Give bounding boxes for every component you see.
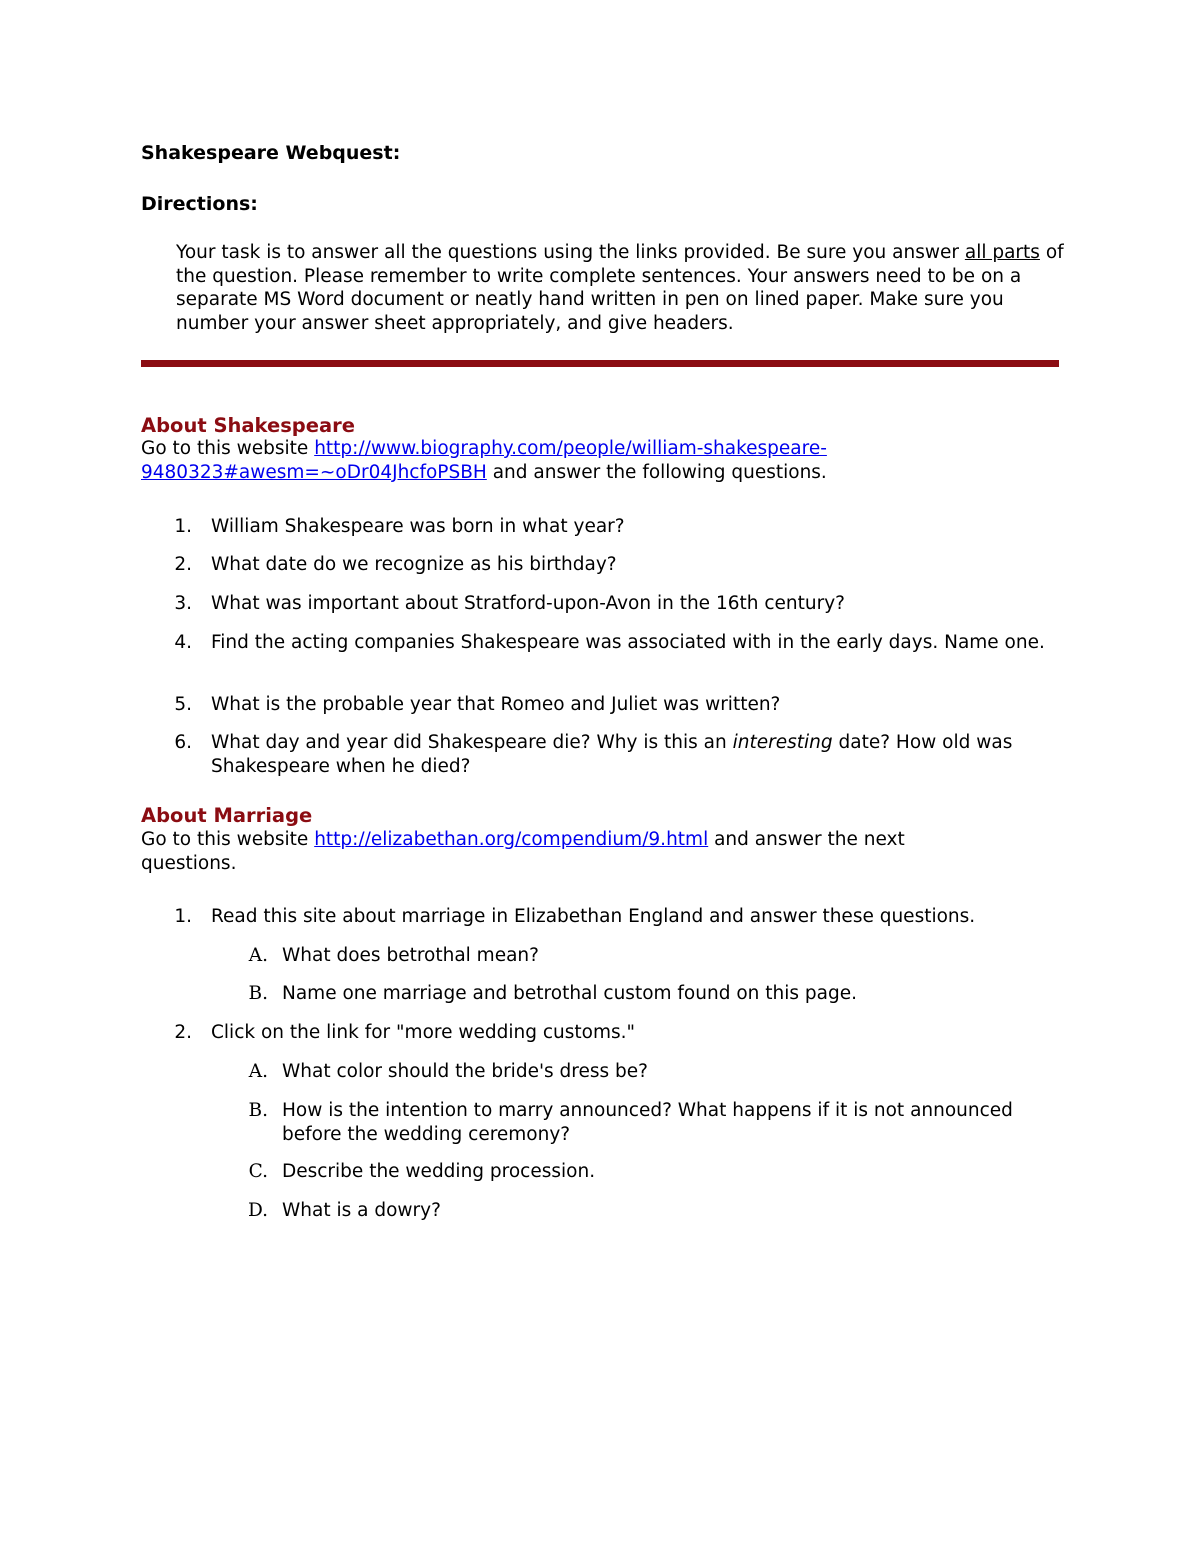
section2-intro-suffix: and answer the next questions. [141, 829, 905, 874]
section-divider [141, 360, 1059, 367]
question-text-end: date? How old was Shakespeare when he died? [211, 732, 1013, 777]
section-heading-about-marriage: About Marriage [141, 804, 313, 827]
directions-text-start: Your task is to answer all the questions using the links provided. Be sure you answer [176, 242, 965, 263]
sub-question-letter: D. [247, 1200, 268, 1221]
question-text: What was important about Stratford-upon-Avon in the 16th century? [211, 593, 845, 614]
sub-question-letter: A. [248, 945, 268, 966]
sub-question-text: How is the intention to marry announced? What happens if it is not announced before the wedding ceremony? [282, 1100, 1013, 1145]
question-number: 6. [174, 732, 192, 753]
sub-question-letter: B. [248, 1100, 268, 1121]
question-number: 5. [174, 694, 192, 715]
section1-intro-prefix: Go to this website [141, 438, 315, 459]
question-text [211, 731, 1036, 778]
question-number: 2. [174, 554, 192, 575]
sub-question-text: What is a dowry? [282, 1200, 441, 1221]
sub-question-letter: B. [248, 983, 268, 1004]
question-text: Read this site about marriage in Elizabethan England and answer these questions. [211, 906, 976, 927]
question-text: Click on the link for "more wedding customs." [211, 1022, 636, 1043]
question-number: 1. [174, 906, 192, 927]
question-number: 2. [174, 1022, 192, 1043]
question-text: William Shakespeare was born in what year? [211, 516, 625, 537]
section2-intro-prefix: Go to this website [141, 829, 315, 850]
section2-intro [141, 828, 1001, 875]
question-number: 3. [174, 593, 192, 614]
question-text-start: What day and year did Shakespeare die? Why is this an [211, 732, 733, 753]
directions-text-end: of the question. Please remember to write complete sentences. Your answers need to be on a separate MS Word document or neatly hand written in pen on lined paper. Make sure you number your answer sheet appropriately, and give headers. [176, 242, 1064, 334]
section-heading-about-shakespeare: About Shakespeare [141, 414, 355, 437]
biography-link-line1: http://www.biography.com/people/william-shakespeare- [314, 438, 827, 459]
biography-link-line2: 9480323#awesm=~oDr04JhcfoPSBH [141, 461, 487, 483]
question-text: What date do we recognize as his birthday? [211, 554, 617, 575]
question-emphasis: interesting [732, 732, 833, 753]
directions-label: Directions: [141, 193, 258, 215]
sub-question-letter: C. [248, 1161, 268, 1182]
question-number: 4. [174, 632, 192, 653]
sub-question-text: Describe the wedding procession. [282, 1161, 596, 1182]
document-title: Shakespeare Webquest: [141, 142, 401, 164]
section1-intro [141, 437, 1041, 484]
sub-question-text: Name one marriage and betrothal custom found on this page. [282, 983, 857, 1004]
question-number: 1. [174, 516, 192, 537]
sub-question-letter: A. [248, 1061, 268, 1082]
sub-question-text: What does betrothal mean? [282, 945, 539, 966]
sub-question-text: What color should the bride's dress be? [282, 1061, 648, 1082]
question-text: Find the acting companies Shakespeare was associated with in the early days. Name one. [211, 632, 1045, 653]
directions-underlined-text: all parts [964, 242, 1040, 263]
section1-intro-suffix: and answer the following questions. [486, 461, 827, 483]
question-text: What is the probable year that Romeo and Juliet was written? [211, 694, 781, 715]
directions-paragraph [176, 241, 1066, 335]
elizabethan-link[interactable]: http://elizabethan.org/compendium/9.html [314, 829, 709, 850]
